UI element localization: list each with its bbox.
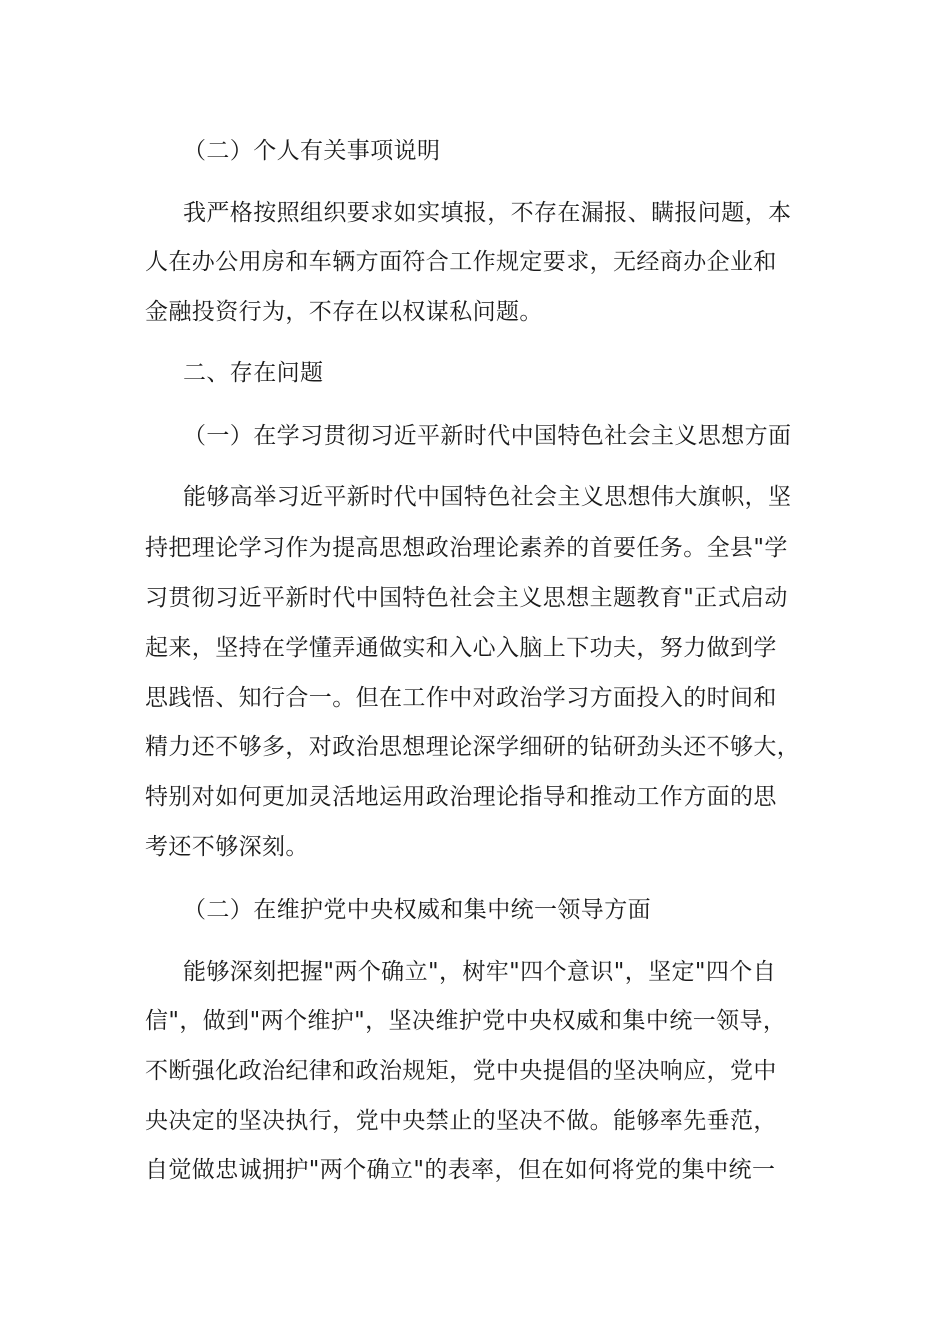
- paragraph-line: 能够高举习近平新时代中国特色社会主义思想伟大旗帜，坚: [183, 484, 792, 510]
- paragraph-line: 人在办公用房和车辆方面符合工作规定要求，无经商办企业和: [145, 249, 777, 275]
- subheading-study: （一）在学习贯彻习近平新时代中国特色社会主义思想方面: [183, 423, 792, 449]
- paragraph-line: 持把理论学习作为提高思想政治理论素养的首要任务。全县"学: [145, 535, 788, 561]
- paragraph-line: 考还不够深刻。: [145, 834, 309, 860]
- paragraph-line: 起来，坚持在学懂弄通做实和入心入脑上下功夫，努力做到学: [145, 635, 777, 661]
- paragraph-line: 我严格按照组织要求如实填报，不存在漏报、瞒报问题，本: [183, 200, 792, 226]
- paragraph-line: 金融投资行为，不存在以权谋私问题。: [145, 299, 543, 325]
- paragraph-line: 信"，做到"两个维护"，坚决维护党中央权威和集中统一领导，: [145, 1008, 787, 1034]
- paragraph-line: 精力还不够多，对政治思想理论深学细研的钻研劲头还不够大，: [145, 734, 801, 760]
- paragraph-line: 自觉做忠诚拥护"两个确立"的表率，但在如何将党的集中统一: [145, 1157, 776, 1183]
- paragraph-line: 能够深刻把握"两个确立"，树牢"四个意识"，坚定"四个自: [183, 959, 777, 985]
- subheading-personal-matters: （二）个人有关事项说明: [183, 138, 441, 164]
- paragraph-line: 思践悟、知行合一。但在工作中对政治学习方面投入的时间和: [145, 685, 777, 711]
- paragraph-line: 习贯彻习近平新时代中国特色社会主义思想主题教育"正式启动: [145, 585, 788, 611]
- subheading-authority: （二）在维护党中央权威和集中统一领导方面: [183, 897, 651, 923]
- section-heading-problems: 二、存在问题: [183, 360, 324, 386]
- paragraph-line: 不断强化政治纪律和政治规矩，党中央提倡的坚决响应，党中: [145, 1058, 777, 1084]
- paragraph-line: 央决定的坚决执行，党中央禁止的坚决不做。能够率先垂范，: [145, 1108, 777, 1134]
- paragraph-line: 特别对如何更加灵活地运用政治理论指导和推动工作方面的思: [145, 784, 777, 810]
